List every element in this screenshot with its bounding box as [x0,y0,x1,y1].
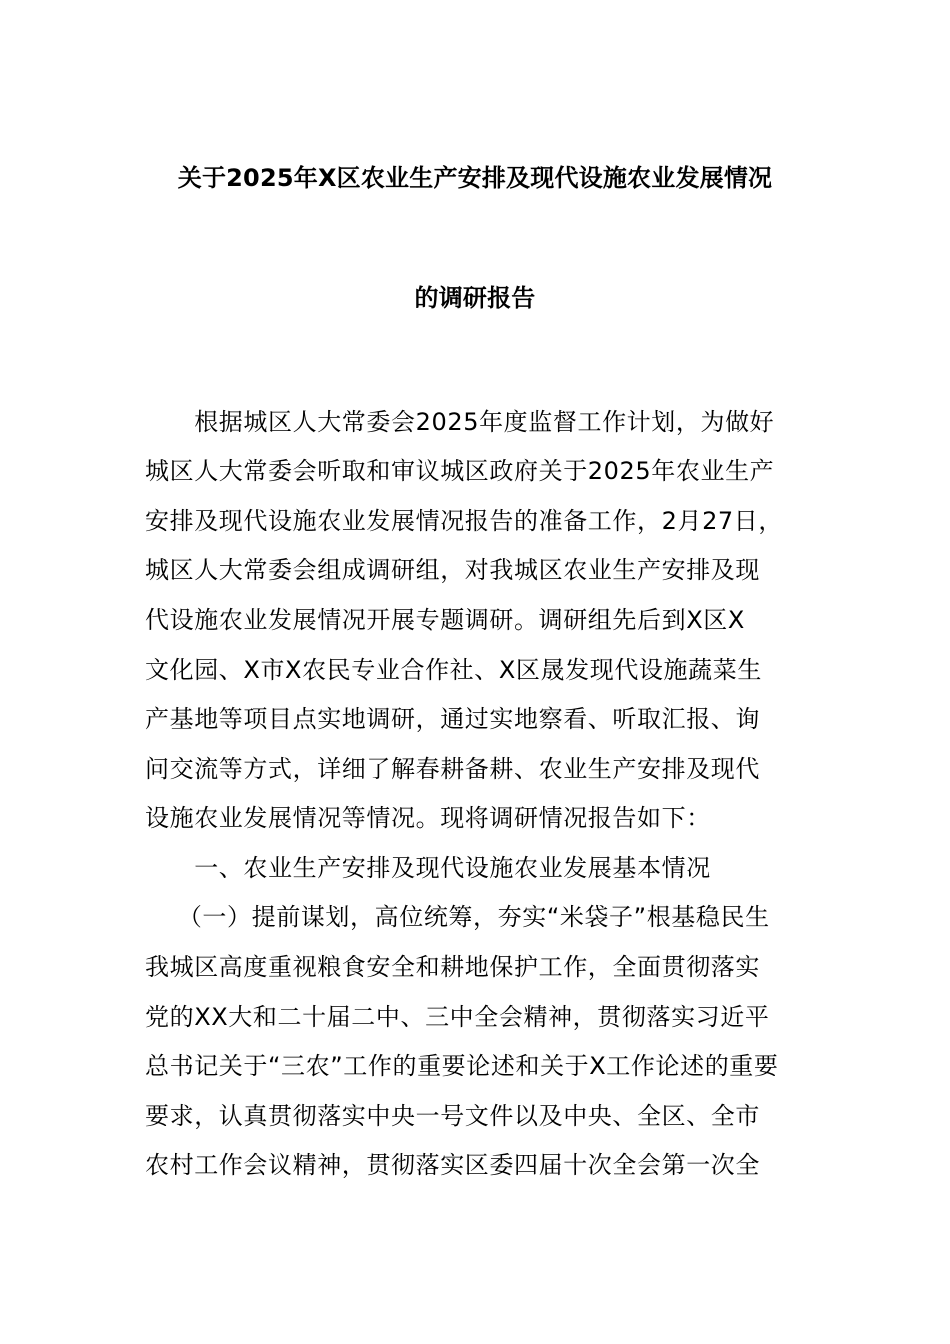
document-title-line-2: 的调研报告 [414,284,536,312]
body-text-line: 我城区高度重视粮食安全和耕地保护工作，全面贯彻落实 [145,953,760,981]
body-text-line: 城区人大常委会组成调研组，对我城区农业生产安排及现 [145,556,760,584]
body-text-line: 产基地等项目点实地调研，通过实地察看、听取汇报、询 [145,705,760,733]
subsection-heading: （一）提前谋划，高位统筹，夯实“米袋子”根基稳民生 [145,903,770,931]
body-text-line: 根据城区人大常委会2025年度监督工作计划，为做好 [145,408,775,436]
body-text-line: 代设施农业发展情况开展专题调研。调研组先后到X区X [145,606,745,634]
body-text-line: 设施农业发展情况等情况。现将调研情况报告如下： [145,804,711,832]
body-text-line: 安排及现代设施农业发展情况报告的准备工作，2月27日， [145,507,784,535]
body-text-line: 文化园、X市X农民专业合作社、X区晟发现代设施蔬菜生 [145,656,762,684]
section-heading: 一、农业生产安排及现代设施农业发展基本情况 [145,854,711,882]
body-text-line: 城区人大常委会听取和审议城区政府关于2025年农业生产 [145,457,775,485]
body-text-line: 问交流等方式，详细了解春耕备耕、农业生产安排及现代 [145,755,760,783]
body-text-line: 要求，认真贯彻落实中央一号文件以及中央、全区、全市 [145,1102,760,1130]
body-text-line: 总书记关于“三农”工作的重要论述和关于X工作论述的重要 [145,1052,779,1080]
body-text-line: 农村工作会议精神，贯彻落实区委四届十次全会第一次全 [145,1151,760,1179]
document-title-line-1: 关于2025年X区农业生产安排及现代设施农业发展情况 [177,164,773,192]
body-text-line: 党的XX大和二十届二中、三中全会精神，贯彻落实习近平 [145,1003,770,1031]
